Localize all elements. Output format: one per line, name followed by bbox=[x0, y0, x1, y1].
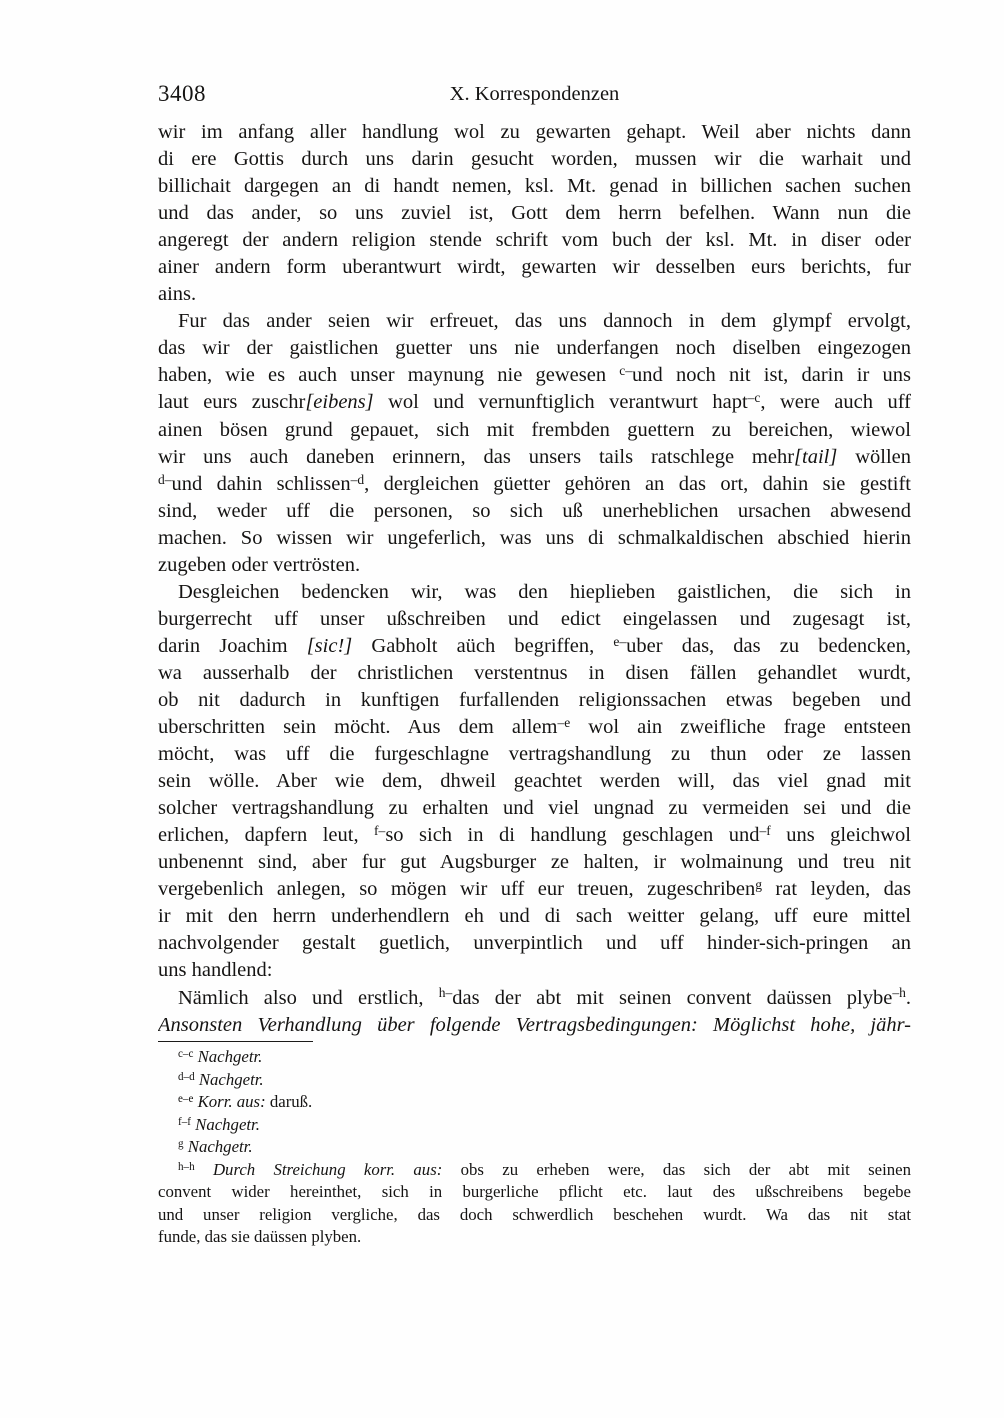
text-segment: haben, wie es auch unser maynung nie gewesen bbox=[158, 364, 620, 387]
text-line bbox=[158, 903, 911, 930]
text-segment: solcher vertragshandlung zu erhalten und viel ungnad zu vermeiden sei und die bbox=[158, 797, 911, 820]
apparatus-marker: c– bbox=[619, 363, 633, 379]
text-segment: Nachgetr. bbox=[197, 1047, 263, 1066]
text-segment: convent wider hereinthet, sich in burgerliche pflicht etc. laut des ußschreibens begebe bbox=[158, 1182, 911, 1202]
text-segment: funde, das sie daüssen plyben. bbox=[158, 1227, 362, 1247]
text-segment: nachvolgender gestalt guetlich, unverpintlich und uff hinder-sich-pringen an bbox=[158, 932, 911, 955]
text-line bbox=[158, 525, 911, 552]
apparatus-marker: d–d bbox=[178, 1070, 195, 1083]
text-segment: Nachgetr. bbox=[187, 1137, 253, 1157]
apparatus-marker: e– bbox=[613, 633, 627, 649]
apparatus-marker: d– bbox=[158, 471, 172, 487]
text-segment: , dergleichen güetter gehören an das ort, dahin sie gestift bbox=[364, 472, 911, 495]
apparatus-marker: e–e bbox=[178, 1093, 194, 1106]
text-segment: unbenennt sind, aber fur gut Augsburger ze halten, ir wolmainung und treu nit bbox=[158, 851, 911, 874]
footnotes bbox=[158, 1046, 911, 1249]
text-line bbox=[158, 768, 911, 795]
text-segment bbox=[195, 1160, 213, 1179]
text-segment: so sich in di handlung geschlagen und bbox=[385, 824, 760, 847]
text-line bbox=[158, 849, 911, 876]
text-segment: und unser religion vergliche, das doch schwerdlich beschehen wurdt. Wa das nit stat bbox=[158, 1204, 911, 1224]
text-segment: Fur das ander seien wir erfreuet, das uns dannoch in dem glympf ervolgt, bbox=[178, 310, 911, 333]
apparatus-marker: –d bbox=[350, 471, 365, 487]
text-segment: wir im anfang aller handlung wol zu gewarten gehapt. Weil aber nichts dann bbox=[158, 121, 911, 143]
text-line bbox=[158, 822, 911, 849]
text-line bbox=[158, 957, 911, 984]
text-segment: möcht, was uff die furgeschlagne vertragshandlung zu thun oder ze lassen bbox=[158, 743, 911, 766]
text-segment: vergebenlich anlegen, so mögen wir uff eur treuen, zugeschriben bbox=[158, 878, 756, 901]
text-line bbox=[158, 146, 911, 173]
text-line bbox=[158, 335, 911, 362]
text-line bbox=[158, 741, 911, 768]
text-segment: das der abt mit seinen convent daüssen plybe bbox=[452, 986, 893, 1009]
text-line bbox=[158, 254, 911, 281]
text-segment: Nämlich also und erstlich, bbox=[178, 986, 439, 1009]
text-line bbox=[158, 552, 911, 579]
apparatus-marker: –e bbox=[557, 714, 571, 730]
text-segment: uber das, das zu bedencken, bbox=[626, 634, 911, 657]
text-line bbox=[158, 1136, 911, 1159]
text-segment: zugeben oder vertrösten. bbox=[158, 553, 361, 576]
text-segment: machen. So wissen wir ungeferlich, was uns di schmalkaldischen abschied hierin bbox=[158, 526, 911, 549]
body-text bbox=[158, 119, 911, 1039]
text-line bbox=[158, 633, 911, 660]
text-line bbox=[158, 606, 911, 633]
text-line bbox=[158, 471, 911, 498]
text-segment: daruß. bbox=[265, 1092, 313, 1112]
text-segment: uns gleichwol bbox=[770, 824, 911, 847]
text-line bbox=[158, 985, 911, 1012]
text-segment: wa ausserhalb der christlichen verstentnus in disen fällen gehandlet wurdt, bbox=[158, 661, 911, 684]
text-line bbox=[158, 200, 911, 227]
apparatus-marker: g bbox=[755, 877, 763, 893]
text-segment: ainen bösen grund gepauet, sich mit frembden guettern zu bereichen, wiewol bbox=[158, 418, 911, 441]
text-line bbox=[158, 1091, 911, 1114]
text-line bbox=[158, 498, 911, 525]
text-segment: wir uns auch daneben erinnern, das unsers tails ratschlege mehr bbox=[158, 445, 795, 468]
text-segment: Korr. aus: bbox=[197, 1092, 266, 1112]
text-segment: darin Joachim bbox=[158, 634, 307, 657]
text-segment: ains. bbox=[158, 283, 197, 306]
text-line bbox=[158, 714, 911, 741]
apparatus-marker: g bbox=[178, 1138, 184, 1151]
text-segment: Durch Streichung korr. aus: bbox=[212, 1159, 443, 1179]
apparatus-marker: c–c bbox=[178, 1048, 194, 1061]
text-line bbox=[158, 1204, 911, 1227]
running-head: X. Korrespondenzen bbox=[449, 83, 620, 105]
apparatus-marker: –h bbox=[892, 985, 906, 1001]
text-line bbox=[158, 660, 911, 687]
text-segment: und dahin schlissen bbox=[171, 472, 351, 495]
text-line bbox=[158, 362, 911, 389]
text-segment: ir mit den herrn underhendlern eh und di sach weitter gelang, uff eure mittel bbox=[158, 905, 911, 928]
text-segment: Gabholt aüch begriffen, bbox=[352, 634, 614, 657]
text-segment: ainer andern form uberantwurt wirdt, gewarten wir desselben eurs berichts, fur bbox=[158, 256, 911, 279]
text-segment: und das ander, so uns zuviel ist, Gott dem herrn befelhen. Wann nun die bbox=[158, 202, 911, 225]
text-segment: ob nit dadurch in kunftigen furfallenden religionssachen etwas begeben und bbox=[158, 688, 911, 711]
page-header bbox=[158, 81, 911, 109]
apparatus-marker: f– bbox=[374, 823, 386, 839]
text-segment: uberschritten sein möcht. Aus dem allem bbox=[158, 716, 558, 739]
page-number: 3408 bbox=[158, 81, 206, 106]
text-segment: wol und vernunftiglich verantwurt hapt bbox=[373, 391, 748, 414]
text-segment: sind, weder uff die personen, so sich uß unerheblichen ursachen abwesend bbox=[158, 499, 911, 522]
text-line bbox=[158, 687, 911, 714]
text-segment: erlichen, dapfern leut, bbox=[158, 824, 375, 847]
text-segment: angeregt der andern religion stende schrift vom buch der ksl. Mt. in diser oder bbox=[158, 229, 911, 252]
text-line bbox=[158, 281, 911, 308]
text-line bbox=[158, 876, 911, 903]
text-segment: und noch nit ist, darin ir uns bbox=[632, 364, 911, 387]
text-line bbox=[158, 1226, 911, 1249]
text-line bbox=[158, 389, 911, 416]
apparatus-marker: –f bbox=[759, 823, 771, 839]
text-line bbox=[158, 119, 911, 146]
text-segment: uns handlend: bbox=[158, 959, 273, 982]
text-segment: billichait dargegen an di handt nemen, ksl. Mt. genad in billichen sachen suchen bbox=[158, 175, 911, 198]
text-line bbox=[158, 173, 911, 200]
text-line bbox=[158, 1069, 911, 1092]
footnote-separator bbox=[158, 1041, 313, 1042]
text-line bbox=[158, 444, 911, 471]
text-segment: . bbox=[905, 986, 911, 1009]
text-line bbox=[158, 1012, 911, 1039]
text-line bbox=[158, 579, 911, 606]
text-segment: Nachgetr. bbox=[198, 1069, 264, 1089]
text-segment: laut eurs zuschr bbox=[158, 391, 306, 414]
text-segment: das wir der gaistlichen guetter uns nie underfangen noch diselben eingezogen bbox=[158, 337, 911, 360]
text-line bbox=[158, 795, 911, 822]
text-line bbox=[158, 308, 911, 335]
text-line bbox=[158, 1181, 911, 1204]
text-line bbox=[158, 1046, 911, 1069]
text-segment: Ansonsten Verhandlung über folgende Vertragsbedingungen: Möglichst hohe, jähr- bbox=[158, 1013, 911, 1036]
apparatus-marker: h–h bbox=[178, 1160, 195, 1173]
text-line bbox=[158, 417, 911, 444]
text-segment: , were auch uff bbox=[760, 391, 911, 414]
text-segment: [eibens] bbox=[305, 391, 374, 414]
text-segment: [tail] bbox=[794, 445, 838, 468]
apparatus-marker: h– bbox=[438, 985, 453, 1001]
text-segment: obs zu erheben were, das sich der abt mit seinen bbox=[442, 1159, 911, 1179]
text-line bbox=[158, 930, 911, 957]
text-segment: Desgleichen bedencken wir, was den hieplieben gaistlichen, die sich in bbox=[178, 580, 911, 603]
text-segment: rat leyden, das bbox=[762, 878, 911, 901]
text-segment: wöllen bbox=[837, 445, 911, 468]
text-segment: di ere Gottis durch uns darin gesucht worden, mussen wir die warhait und bbox=[158, 148, 911, 171]
text-segment: wol ain zweifliche frage entsteen bbox=[570, 716, 911, 739]
text-line bbox=[158, 1114, 911, 1137]
text-line bbox=[158, 1159, 911, 1182]
text-segment: Nachgetr. bbox=[195, 1114, 260, 1134]
apparatus-marker: –c bbox=[747, 390, 761, 406]
text-segment: sein wölle. Aber wie dem, dhweil geachtet werden will, das viel gnad mit bbox=[158, 770, 911, 793]
text-segment: burgerrecht uff unser ußschreiben und edict eingelassen und zugesagt ist, bbox=[158, 607, 911, 630]
text-line bbox=[158, 227, 911, 254]
apparatus-marker: f–f bbox=[178, 1115, 191, 1128]
text-segment: [sic!] bbox=[306, 634, 353, 657]
